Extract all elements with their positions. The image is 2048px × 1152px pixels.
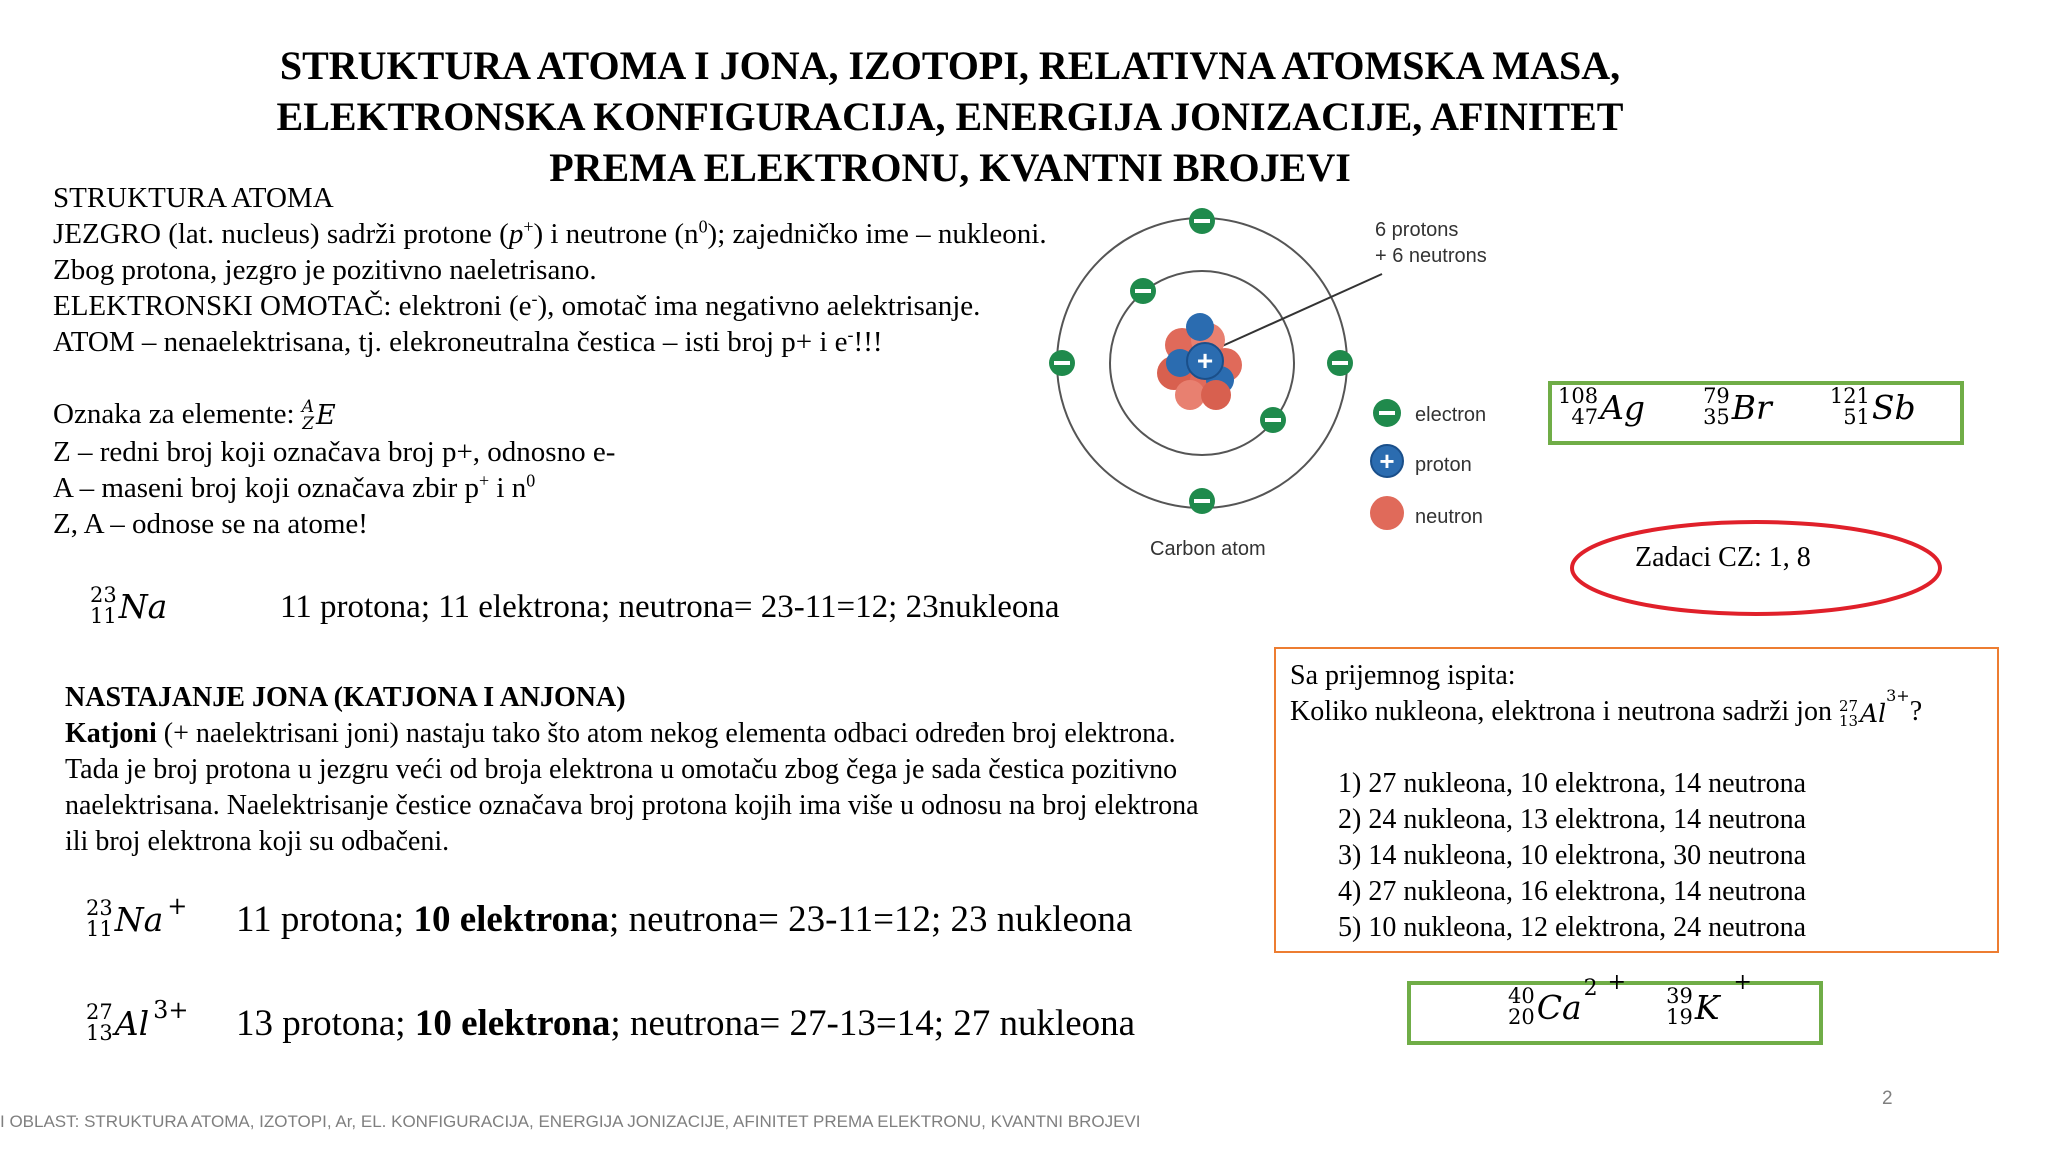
- nuclide-mass: 121: [1829, 384, 1870, 408]
- nuclide-mass: 27: [86, 1000, 113, 1024]
- nuclide-mass: 39: [1666, 984, 1693, 1008]
- a-def-sup-2: 0: [526, 470, 536, 491]
- a-def-text-b: i n: [489, 472, 527, 505]
- cations-text: (+ naelektrisani joni) nastaju tako što atom nekog elementa odbaci određen broj elektrona. Tada je broj protona u jezgru veći od broja elektrona u omotaču zbog čega je sada čestica pozitivno naelektrisana. Naelektrisanje čestice označava broj protona kojih ima više u odnosu na broj elektrona ili broj elektrona koji su odbačeni.: [65, 718, 1199, 857]
- footer-text: I OBLAST: STRUKTURA ATOMA, IZOTOPI, Ar, EL. KONFIGURACIJA, ENERGIJA JONIZACIJE, AFINITET PREMA ELEKTRONU, KVANTNI BROJEVI: [0, 1112, 1141, 1131]
- neutrons-label: + 6 neutrons: [1375, 245, 1487, 267]
- nuclide-symbol: Ag: [1600, 387, 1646, 427]
- exam-question-end: ?: [1909, 696, 1923, 727]
- notation-e: E: [316, 400, 336, 432]
- isotope-br: [1703, 386, 1772, 428]
- tasks-label: Zadaci CZ: 1, 8: [1635, 542, 1811, 573]
- nuclide-charge: +: [1733, 970, 1752, 995]
- aluminium-ion-nuclide: [86, 996, 189, 1045]
- page-number: 2: [1882, 1088, 1893, 1109]
- exam-option: 2) 24 nukleona, 13 elektrona, 14 neutrona: [1338, 804, 1807, 835]
- exam-option: 3) 14 nukleona, 10 elektrona, 30 neutrona: [1338, 840, 1807, 871]
- atom-text-b: !!!: [853, 326, 883, 358]
- exam-intro: Sa prijemnog ispita:: [1290, 660, 1516, 691]
- protons-label: 6 protons: [1375, 219, 1459, 241]
- nuclide-number: 47: [1571, 405, 1599, 429]
- aluminium-ion-description: [236, 1002, 1135, 1045]
- isotopes-list: [1558, 386, 1916, 428]
- legend: [1370, 399, 1486, 530]
- sodium-ion-nuclide: [86, 892, 188, 941]
- electron-icon: [1049, 350, 1075, 376]
- aluminium-ion-example: [86, 996, 1286, 1072]
- a-def-sup-1: +: [479, 470, 490, 491]
- notation-label: Oznaka za elemente:: [53, 398, 302, 430]
- legend-neutron: neutron: [1415, 506, 1483, 528]
- atom-structure-section: [53, 180, 1093, 542]
- diagram-caption: Carbon atom: [1150, 538, 1266, 560]
- shell-text-a: ELEKTRONSKI OMOTAČ: elektroni (e: [53, 290, 532, 322]
- electron-icon: [1130, 278, 1156, 304]
- sodium-ion-description: [236, 898, 1132, 941]
- nuclide-number: 11: [86, 917, 113, 941]
- nuclide-number: 13: [1838, 711, 1859, 730]
- electron-icon: [1189, 488, 1215, 514]
- carbon-atom-diagram: [1040, 195, 1560, 570]
- nucleus-text-b: ) i neutrone (n: [533, 218, 699, 250]
- neutron-sup: 0: [698, 216, 708, 237]
- nucleus-text-a: JEZGRO (lat. nucleus) sadrži protone (: [53, 218, 509, 250]
- nuclide-number: 51: [1843, 405, 1870, 429]
- electron-sup: -: [531, 288, 538, 309]
- nuclide-mass: 79: [1703, 384, 1730, 408]
- ion-ca: [1508, 970, 1627, 1029]
- ion-k: [1666, 970, 1752, 1029]
- cations-bold-word: Katjoni: [65, 718, 157, 749]
- nuclide-symbol: Al: [1860, 698, 1887, 728]
- nuclide-mass: 108: [1558, 384, 1599, 408]
- nuclide-charge: +: [167, 892, 188, 920]
- exam-options: [1338, 766, 1806, 946]
- desc-a: 13 protona;: [236, 1003, 415, 1044]
- isotope-ag: [1558, 386, 1645, 428]
- legend-electron: electron: [1415, 404, 1487, 426]
- exam-ion: [1838, 685, 1910, 732]
- ions-heading: NASTAJANJE JONA (KATJONA I ANJONA): [65, 682, 626, 713]
- nuclide-mass: 23: [90, 583, 117, 607]
- title-line-2: ELEKTRONSKA KONFIGURACIJA, ENERGIJA JONIZACIJE, AFINITET: [276, 94, 1624, 139]
- atom-line: [53, 324, 1093, 360]
- nuclide-charge: 3+: [1886, 685, 1910, 705]
- desc-b: ; neutrona= 27-13=14; 27 nukleona: [610, 1003, 1136, 1044]
- exam-option: 1) 27 nukleona, 10 elektrona, 14 neutrona: [1338, 768, 1807, 799]
- nuclide-number: 20: [1508, 1005, 1535, 1029]
- exam-option: 4) 27 nukleona, 16 elektrona, 14 neutrona: [1338, 876, 1807, 907]
- nuclide-symbol: Sb: [1871, 387, 1916, 427]
- exam-question-text: Koliko nukleona, elektrona i neutrona sadrži jon: [1290, 696, 1839, 727]
- ions-list: [1508, 970, 1752, 1029]
- sodium-example: [90, 585, 1290, 645]
- z-definition: Z – redni broj koji označava broj p+, odnosno e-: [53, 436, 616, 469]
- nuclide-symbol: K: [1694, 987, 1720, 1027]
- charge-line: Zbog protona, jezgro je pozitivno naeletrisano.: [53, 254, 597, 286]
- title-line-3: PREMA ELEKTRONU, KVANTNI BROJEVI: [549, 145, 1351, 190]
- legend-proton-sign: +: [1379, 446, 1395, 476]
- structure-heading: STRUKTURA ATOMA: [53, 182, 334, 214]
- notation-symbol: [302, 398, 336, 434]
- notation-line: [53, 396, 1093, 434]
- desc-b: ; neutrona= 23-11=12; 23 nukleona: [609, 899, 1133, 940]
- nuclide-symbol: Br: [1731, 387, 1772, 427]
- electron-icon: [1327, 350, 1353, 376]
- nucleus: [1157, 313, 1242, 410]
- exam-question: [1290, 658, 1990, 732]
- title-line-1: STRUKTURA ATOMA I JONA, IZOTOPI, RELATIVNA ATOMSKA MASA,: [279, 43, 1621, 88]
- nuclide-number: 19: [1666, 1005, 1693, 1029]
- a-def-text-a: A – maseni broj koji označava zbir p: [53, 472, 480, 505]
- cations-paragraph: [65, 716, 1215, 860]
- page-title: [180, 40, 1720, 193]
- nucleus-text-c: ); zajedničko ime – nukleoni.: [707, 218, 1047, 250]
- notation-a: A: [301, 397, 315, 418]
- exam-question-line: [1290, 685, 1990, 732]
- legend-proton: proton: [1415, 454, 1472, 476]
- atom-text-a: ATOM – nenaelektrisana, tj. elekroneutralna čestica – isti broj p+ i e: [53, 326, 848, 358]
- nuclide-charge-sign: +: [1607, 970, 1627, 995]
- za-definition: Z, A – odnose se na atome!: [53, 508, 368, 541]
- sodium-ion-example: [86, 892, 1286, 968]
- exam-option: 5) 10 nukleona, 12 elektrona, 24 neutrona: [1338, 912, 1807, 943]
- proton-sup: +: [523, 216, 534, 237]
- desc-bold: 10 elektrona: [413, 899, 610, 940]
- nuclide-symbol: Na: [114, 899, 164, 939]
- desc-bold: 10 elektrona: [414, 1003, 611, 1044]
- notation-z: Z: [302, 414, 315, 435]
- nuclide-mass: 40: [1508, 984, 1535, 1008]
- nucleus-line: [53, 216, 1093, 252]
- pointer-line: [1220, 274, 1382, 347]
- nuclide-number: 11: [90, 604, 117, 628]
- nuclide-mass: 27: [1838, 696, 1859, 715]
- nuclide-mass: 23: [86, 896, 113, 920]
- nuclide-symbol: Na: [118, 586, 168, 626]
- sodium-description: 11 protona; 11 elektrona; neutrona= 23-11=12; 23nukleona: [280, 589, 1060, 625]
- electron-icon: [1260, 407, 1286, 433]
- sodium-nuclide: [90, 585, 167, 627]
- nuclide-number: 35: [1703, 405, 1730, 429]
- nuclide-symbol: Al: [114, 1003, 150, 1043]
- isotope-sb: [1830, 386, 1916, 428]
- nuclide-charge: 2: [1583, 976, 1598, 1001]
- a-definition: [53, 470, 1093, 506]
- nuclide-symbol: Ca: [1536, 987, 1582, 1027]
- electron-icon: [1189, 208, 1215, 234]
- nuclide-number: 13: [86, 1021, 113, 1045]
- nuclide-charge: 3+: [153, 996, 189, 1024]
- proton-symbol: p: [508, 218, 524, 250]
- svg-text:+: +: [1196, 345, 1214, 376]
- atom-sup: -: [847, 324, 854, 345]
- shell-text-b: ), omotač ima negativno aelektrisanje.: [537, 290, 981, 322]
- shell-line: [53, 288, 1093, 324]
- desc-a: 11 protona;: [236, 899, 414, 940]
